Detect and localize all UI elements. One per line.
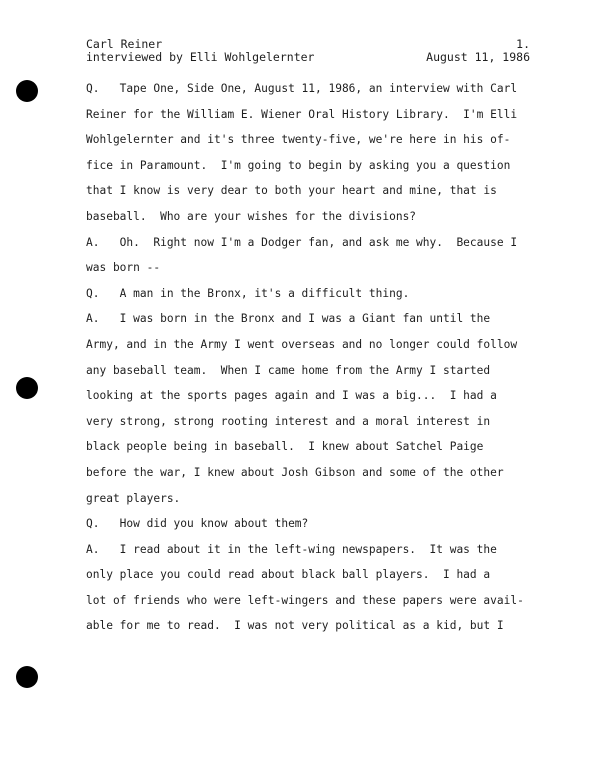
- interviewee-name: Carl Reiner: [86, 37, 163, 51]
- transcript-line: Reiner for the William E. Wiener Oral History Library. I'm Elli: [86, 107, 518, 121]
- transcript-line: Q. Tape One, Side One, August 11, 1986, an interview with Carl: [86, 82, 518, 95]
- binder-hole-top: [16, 80, 38, 102]
- transcript-line: any baseball team. When I came home from the Army I started: [86, 363, 491, 377]
- transcript-line: A. Oh. Right now I'm a Dodger fan, and ask me why. Because I: [86, 235, 518, 249]
- transcript-line: able for me to read. I was not very political as a kid, but I: [86, 619, 504, 633]
- transcript-line: Q. A man in the Bronx, it's a difficult thing.: [86, 286, 410, 300]
- interviewer-line: interviewed by Elli Wohlgelernter: [86, 50, 315, 64]
- transcript-line: before the war, I knew about Josh Gibson and some of the other: [86, 465, 504, 479]
- transcript-line: Wohlgelernter and it's three twenty-five, we're here in his of-: [86, 133, 511, 147]
- transcript-line: lot of friends who were left-wingers and these papers were avail-: [86, 593, 524, 607]
- transcript-line: Army, and in the Army I went overseas and no longer could follow: [86, 337, 518, 351]
- transcript-line: black people being in baseball. I knew about Satchel Paige: [86, 440, 484, 454]
- transcript-line: great players.: [86, 491, 181, 505]
- binder-hole-bottom: [16, 666, 38, 688]
- transcript-line: A. I was born in the Bronx and I was a Giant fan until the: [86, 312, 491, 326]
- header-row-2: [86, 51, 530, 64]
- transcript-line: fice in Paramount. I'm going to begin by asking you a question: [86, 158, 511, 172]
- transcript-line: only place you could read about black ball players. I had a: [86, 568, 491, 582]
- transcript-line: was born --: [86, 261, 161, 275]
- transcript-line: baseball. Who are your wishes for the divisions?: [86, 209, 417, 223]
- interview-date: August 11, 1986: [426, 50, 530, 64]
- page-header: [86, 38, 530, 64]
- transcript-line: very strong, strong rooting interest and a moral interest in: [86, 414, 491, 428]
- transcript-body: [86, 76, 536, 639]
- page-number: 1.: [516, 37, 530, 51]
- binder-hole-middle: [16, 377, 38, 399]
- transcript-line: A. I read about it in the left-wing newspapers. It was the: [86, 542, 497, 556]
- transcript-line: looking at the sports pages again and I was a big... I had a: [86, 389, 497, 403]
- transcript-line: that I know is very dear to both your heart and mine, that is: [86, 184, 497, 198]
- transcript-line: Q. How did you know about them?: [86, 517, 309, 531]
